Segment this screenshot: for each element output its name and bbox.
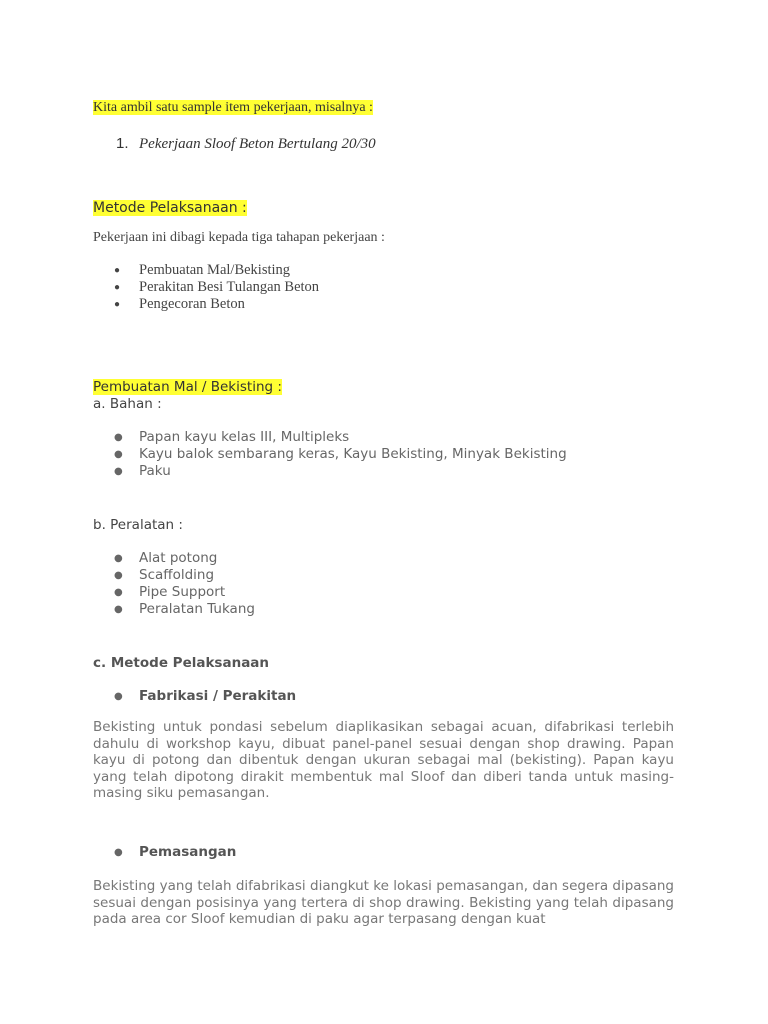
peralatan-label: b. Peralatan : — [93, 517, 183, 533]
bullet-icon: ● — [114, 553, 123, 564]
metode-pelaksanaan-label: c. Metode Pelaksanaan — [93, 655, 270, 671]
bullet-icon: ● — [114, 466, 123, 477]
bullet-icon: ● — [114, 691, 123, 702]
metode-description: Pekerjaan ini dibagi kepada tiga tahapan pekerjaan : — [93, 230, 385, 245]
numbered-item-text: Pekerjaan Sloof Beton Bertulang 20/30 — [139, 136, 376, 152]
bullet-icon: ● — [114, 265, 121, 276]
list-item: ● Scaffolding — [114, 567, 215, 583]
list-item: ● Kayu balok sembarang keras, Kayu Bekisting, Minyak Bekisting — [114, 446, 567, 462]
fabrikasi-item — [0, 688, 296, 705]
list-item: ● Perakitan Besi Tulangan Beton — [114, 279, 320, 295]
bahan-label: a. Bahan : — [93, 396, 162, 412]
list-item: ● Fabrikasi / Perakitan — [114, 688, 297, 704]
list-item: ● Pembuatan Mal/Bekisting — [114, 262, 291, 278]
intro-heading-text: Kita ambil satu sample item pekerjaan, misalnya : — [93, 100, 373, 115]
numbered-item-number: 1. — [116, 135, 129, 152]
peralatan-list — [0, 550, 255, 618]
list-item: ● Alat potong — [114, 550, 218, 566]
bullet-icon: ● — [114, 299, 121, 310]
bullet-icon: ● — [114, 570, 123, 581]
bullet-icon: ● — [114, 587, 123, 598]
bullet-icon: ● — [114, 282, 121, 293]
pemasangan-item — [0, 844, 236, 861]
list-item: ● Pipe Support — [114, 584, 226, 600]
bullet-icon: ● — [114, 604, 123, 615]
metode-heading — [93, 199, 247, 217]
list-item: ● Pengecoran Beton — [114, 296, 245, 312]
list-item: ● Papan kayu kelas III, Multipleks — [114, 429, 350, 445]
bullet-icon: ● — [114, 449, 123, 460]
mal-heading — [93, 379, 282, 396]
bullet-icon: ● — [114, 847, 123, 858]
pemasangan-paragraph: Bekisting yang telah difabrikasi diangkut ke lokasi pemasangan, dan segera dipasang sesuai dengan posisinya yang tertera di shop drawing. Bekisting yang telah dipasang pada area cor Sloof kemudian di paku agar terpasang dengan kuat — [93, 878, 674, 927]
list-item: ● Paku — [114, 463, 171, 479]
mal-heading-text: Pembuatan Mal / Bekisting : — [93, 379, 282, 395]
bullet-icon: ● — [114, 432, 123, 443]
fabrikasi-paragraph: Bekisting untuk pondasi sebelum diaplikasikan sebagai acuan, difabrikasi terlebih dahulu di workshop kayu, dibuat panel-panel sesuai dengan shop drawing. Papan kayu di potong dan dibentuk dengan ukuran sebagai mal (bekisting). Papan kayu yang telah dipotong dirakit membentuk mal Sloof dan diberi tanda untuk masing-masing siku pemasangan. — [93, 719, 674, 801]
metode-steps-list — [0, 262, 319, 313]
bahan-list — [0, 429, 567, 480]
numbered-item — [116, 135, 376, 153]
list-item: ● Peralatan Tukang — [114, 601, 255, 617]
list-item: ● Pemasangan — [114, 844, 237, 860]
intro-heading — [93, 99, 373, 117]
metode-heading-text: Metode Pelaksanaan : — [93, 200, 247, 216]
